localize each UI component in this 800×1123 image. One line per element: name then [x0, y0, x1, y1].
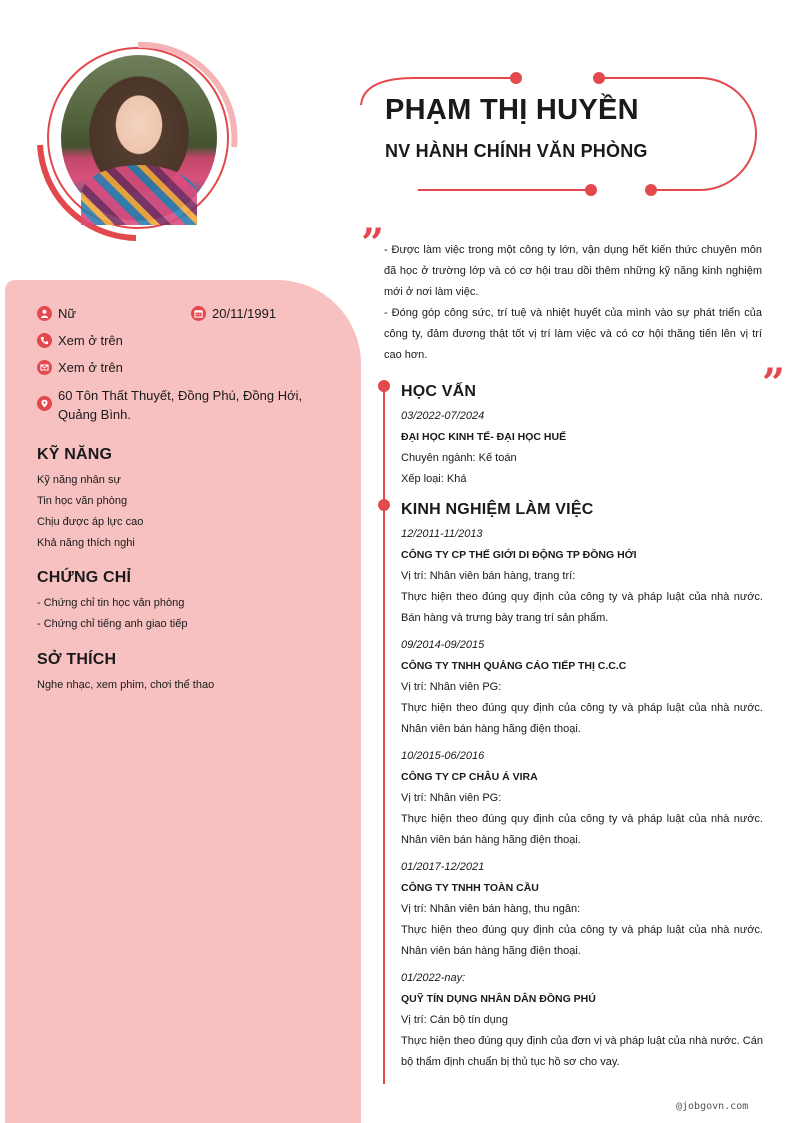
experience-company: CÔNG TY TNHH TOÀN CẦU	[401, 882, 539, 894]
contact-email	[37, 358, 123, 377]
job-title: NV HÀNH CHÍNH VĂN PHÒNG	[385, 141, 648, 161]
contact-phone	[37, 331, 123, 350]
experience-desc: Thực hiện theo đúng quy định của công ty và pháp luật của nhà nước. Nhân viên bán hàng hãng điện thoại.	[401, 813, 763, 846]
profile-photo	[61, 55, 217, 221]
hobbies-title: SỞ THÍCH	[37, 651, 117, 668]
experience-company: QUỸ TÍN DỤNG NHÂN DÂN ĐỒNG PHÚ	[401, 993, 596, 1005]
education-date: 03/2022-07/2024	[401, 410, 485, 422]
experience-desc: Thực hiện theo đúng quy định của công ty và pháp luật của nhà nước. Bán hàng và trưng bày trang trí sản phẩm.	[401, 591, 763, 624]
gender-value: Nữ	[58, 306, 77, 321]
certificate-item: - Chứng chỉ tiếng anh giao tiếp	[37, 618, 188, 630]
experience-desc: Thực hiện theo đúng quy định của công ty và pháp luật của nhà nước. Nhân viên bán hàng hãng điện thoại.	[401, 924, 763, 957]
name-frame	[355, 60, 775, 205]
education-major: Chuyên ngành: Kế toán	[401, 452, 517, 464]
experience-date: 01/2022-nay:	[401, 972, 466, 984]
skills-list	[37, 470, 143, 554]
education-dot	[378, 380, 390, 392]
career-objective	[384, 240, 762, 366]
skill-item: Kỹ năng nhân sự	[37, 474, 121, 486]
experience-company: CÔNG TY CP CHÂU Á VIRA	[401, 771, 538, 783]
experience-position: Vị trí: Nhân viên PG:	[401, 681, 502, 693]
education-grade: Xếp loại: Khá	[401, 473, 467, 485]
email-value: Xem ở trên	[58, 360, 123, 375]
education-school: ĐẠI HỌC KINH TẾ- ĐẠI HỌC HUẾ	[401, 431, 567, 443]
experience-position: Vị trí: Nhân viên PG:	[401, 792, 502, 804]
address-value: 60 Tôn Thất Thuyết, Đồng Phú, Đồng Hới, Quảng Bình.	[58, 388, 303, 422]
mail-icon	[37, 360, 52, 375]
certificates-list	[37, 593, 187, 635]
open-quote-icon: ”	[361, 220, 385, 267]
skills-title: KỸ NĂNG	[37, 446, 113, 463]
contact-gender	[37, 304, 76, 323]
certificates-title: CHỨNG CHỈ	[37, 569, 132, 586]
objective-line-2: - Đóng góp công sức, trí tuệ và nhiệt huyết của mình vào sự phát triển của công ty, đảm đương thật tốt vị trí làm việc và có cơ hội thăng tiến lên vị trí cao hơn.	[384, 307, 762, 361]
skill-item: Chịu được áp lực cao	[37, 516, 144, 528]
certificate-item: - Chứng chỉ tin học văn phòng	[37, 597, 185, 609]
hobbies-list	[37, 675, 214, 696]
experience-company: CÔNG TY TNHH QUẢNG CÁO TIẾP THỊ C.C.C	[401, 660, 627, 672]
birthday-value: 20/11/1991	[212, 306, 277, 321]
experience-title: KINH NGHIỆM LÀM VIỆC	[401, 501, 594, 518]
contact-address	[37, 386, 337, 424]
experience-date: 01/2017-12/2021	[401, 861, 485, 873]
experience-entry	[401, 746, 763, 851]
user-icon	[37, 306, 52, 321]
education-entry	[401, 406, 763, 490]
skill-item: Tin học văn phòng	[37, 495, 128, 507]
skill-item: Khả năng thích nghi	[37, 537, 135, 549]
education-title: HỌC VẤN	[401, 383, 477, 400]
experience-entry	[401, 635, 763, 740]
footer-watermark: @jobgovn.com	[676, 1101, 749, 1112]
calendar-icon	[191, 306, 206, 321]
objective-line-1: - Được làm việc trong một công ty lớn, vận dụng hết kiến thức chuyên môn đã học ở trường lớp và có cơ hội trau dồi thêm những kỹ năng kinh nghiệm mới ở nơi làm việc.	[384, 244, 762, 298]
experience-desc: Thực hiện theo đúng quy định của công ty và pháp luật của nhà nước. Nhân viên bán hàng hãng điện thoại.	[401, 702, 763, 735]
experience-entry	[401, 968, 763, 1073]
experience-date: 10/2015-06/2016	[401, 750, 485, 762]
location-icon	[37, 396, 52, 411]
contact-birthday	[191, 304, 276, 323]
experience-entry	[401, 857, 763, 962]
experience-date: 12/2011-11/2013	[401, 528, 483, 540]
close-quote-icon: ”	[762, 360, 786, 407]
phone-value: Xem ở trên	[58, 333, 123, 348]
experience-date: 09/2014-09/2015	[401, 639, 485, 651]
experience-desc: Thực hiện theo đúng quy định của đơn vị và pháp luật của nhà nước. Cán bộ thẩm định chuẩn bị thủ tục hồ sơ cho vay.	[401, 1035, 763, 1068]
experience-dot	[378, 499, 390, 511]
candidate-name: PHẠM THỊ HUYỀN	[385, 94, 639, 126]
phone-icon	[37, 333, 52, 348]
experience-position: Vị trí: Nhân viên bán hàng, thu ngân:	[401, 903, 581, 915]
experience-position: Vị trí: Cán bộ tín dụng	[401, 1014, 509, 1026]
hobbies-text: Nghe nhạc, xem phim, chơi thể thao	[37, 679, 215, 691]
experience-entry	[401, 524, 763, 629]
experience-position: Vị trí: Nhân viên bán hàng, trang trí:	[401, 570, 576, 582]
timeline-line	[383, 386, 385, 1084]
experience-company: CÔNG TY CP THẾ GIỚI DI ĐỘNG TP ĐỒNG HỚI	[401, 549, 637, 561]
